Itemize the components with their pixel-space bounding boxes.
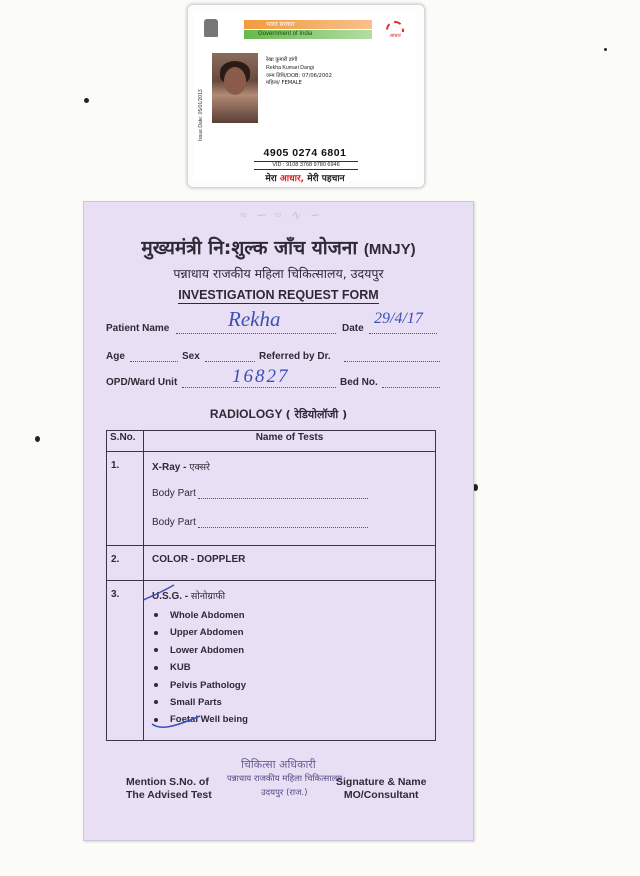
holder-gender: महिला/ FEMALE xyxy=(266,80,302,87)
aadhaar-logo-text: आधार xyxy=(389,33,401,39)
photo-face xyxy=(224,67,246,95)
body-part-field-1 xyxy=(152,488,427,499)
aadhaar-card xyxy=(187,4,425,188)
holder-dob: जन्म तिथि/DOB: 07/06/2002 xyxy=(266,72,332,79)
usg-test: U.S.G. - सोनोग्राफी xyxy=(152,591,226,602)
list-item xyxy=(154,645,427,662)
faint-handwriting-mark: ≈ ∽ ≈ ∿ ∽ xyxy=(240,208,323,222)
list-item xyxy=(154,627,427,644)
usg-item-label: Lower Abdomen xyxy=(170,644,245,656)
xray-test: X-Ray - एक्सरे xyxy=(152,462,210,473)
national-emblem-icon xyxy=(204,19,218,37)
usg-tick-mark xyxy=(140,583,183,605)
usg-hindi: सोनोग्राफी xyxy=(190,591,226,602)
list-item xyxy=(154,610,427,627)
english-government-label: Government of India xyxy=(244,30,372,39)
holder-name-hindi: रेखा कुमारी डांगी xyxy=(266,57,298,63)
section-radiology-hindi: ( रेडियोलॉजी ) xyxy=(285,408,348,421)
stamp-line-3: उदयपुर (राज.) xyxy=(261,788,308,798)
opd-ward-value: 16827 xyxy=(232,366,290,387)
date-line xyxy=(369,333,437,334)
doppler-test: COLOR - DOPPLER xyxy=(144,546,436,581)
usg-options xyxy=(154,610,427,732)
xray-hindi: एक्सरे xyxy=(189,462,210,473)
body-part-line-1 xyxy=(198,490,368,499)
list-item xyxy=(154,680,427,697)
bullet-icon xyxy=(154,648,158,652)
usg-cell xyxy=(144,581,436,741)
bullet-icon xyxy=(154,666,158,670)
body-part-label-2: Body Part xyxy=(152,517,196,528)
form-title-text: INVESTIGATION REQUEST FORM xyxy=(178,288,379,302)
sex-line xyxy=(205,361,255,362)
patient-name-line xyxy=(176,333,336,334)
footer-left-line-2: The Advised Test xyxy=(126,789,212,801)
stamp-line-1: चिकित्सा अधिकारी xyxy=(241,758,316,771)
list-item xyxy=(154,662,427,679)
date-value: 29/4/17 xyxy=(374,310,423,327)
usg-item-label: Upper Abdomen xyxy=(170,627,244,639)
scheme-title-hindi: मुख्यमंत्री नि:शुल्क जाँच योजना xyxy=(141,237,358,259)
test-name-header: Name of Tests xyxy=(144,431,436,452)
usg-item-label: Small Parts xyxy=(170,696,222,708)
bullet-icon xyxy=(154,700,158,704)
tagline-part-1: मेरा xyxy=(265,174,277,184)
body-part-line-2 xyxy=(198,519,368,528)
footer-instruction xyxy=(126,776,212,802)
footer-left-line-1: Mention S.No. of xyxy=(126,776,209,788)
tests-table xyxy=(106,430,436,741)
form-title xyxy=(84,288,473,302)
referred-by-line xyxy=(344,361,440,362)
patient-name-label: Patient Name xyxy=(106,323,170,334)
hospital-stamp xyxy=(227,743,369,805)
vid-number: VID : 9108 3768 9780 6946 xyxy=(254,161,358,170)
usg-sno: 3. xyxy=(107,581,144,741)
list-item xyxy=(154,714,427,731)
footer-right-line-1: Signature & Name xyxy=(336,776,427,788)
tagline-part-2: आधार, xyxy=(279,174,305,184)
doppler-sno: 2. xyxy=(107,546,144,581)
sno-header: S.No. xyxy=(107,431,144,452)
scan-speck xyxy=(84,98,89,103)
usg-item-label: Whole Abdomen xyxy=(170,610,245,621)
bullet-icon xyxy=(154,631,158,635)
holder-details xyxy=(266,57,332,88)
tagline-part-3: मेरी पहचान xyxy=(307,174,345,184)
xray-cell xyxy=(144,452,436,546)
footer-right-line-2: MO/Consultant xyxy=(343,789,419,801)
scheme-title xyxy=(84,234,473,260)
date-label: Date xyxy=(342,323,364,334)
xray-label: X-Ray xyxy=(152,462,181,473)
section-heading xyxy=(84,407,473,422)
xray-sno: 1. xyxy=(107,452,144,546)
table-row xyxy=(107,546,436,581)
holder-name: Rekha Kumari Dangi xyxy=(266,64,314,71)
age-line xyxy=(130,361,178,362)
bed-no-line xyxy=(382,387,440,388)
usg-label: U.S.G. xyxy=(152,591,183,602)
table-header-row xyxy=(107,431,436,452)
aadhaar-card-face xyxy=(194,11,416,184)
government-band xyxy=(244,20,372,42)
aadhaar-tagline xyxy=(194,171,416,184)
section-radiology: RADIOLOGY xyxy=(209,407,283,421)
aadhaar-sun-icon xyxy=(386,21,404,32)
body-part-field-2 xyxy=(152,517,427,528)
scan-speck xyxy=(604,48,607,51)
usg-item-label: KUB xyxy=(170,662,191,674)
stamp-line-2: पन्नाधाय राजकीय महिला चिकित्सालय xyxy=(227,774,343,784)
sex-label: Sex xyxy=(182,351,200,362)
age-label: Age xyxy=(106,351,125,362)
bed-no-label: Bed No. xyxy=(340,377,378,388)
bullet-icon xyxy=(154,613,158,617)
usg-item-label: Foetal Well being xyxy=(170,714,248,726)
referred-by-label: Referred by Dr. xyxy=(259,351,331,362)
aadhaar-number: 4905 0274 6801 xyxy=(263,147,347,159)
aadhaar-logo-icon xyxy=(382,21,408,43)
scheme-abbreviation: (MNJY) xyxy=(363,241,416,258)
issue-date: Issue Date: 05/01/2013 xyxy=(198,89,204,141)
bullet-icon xyxy=(154,683,158,687)
table-row xyxy=(107,581,436,741)
patient-name-value: Rekha xyxy=(228,307,281,331)
body-part-label-1: Body Part xyxy=(152,488,196,499)
investigation-request-form xyxy=(83,201,474,841)
holder-photo xyxy=(212,53,258,123)
table-row xyxy=(107,452,436,546)
foetal-tick-mark xyxy=(150,712,210,732)
usg-item-label: Pelvis Pathology xyxy=(170,679,247,691)
hospital-name: पन्नाधाय राजकीय महिला चिकित्सालय, उदयपुर xyxy=(173,266,384,281)
opd-ward-label: OPD/Ward Unit xyxy=(106,377,178,388)
hindi-government-label: भारत सरकार xyxy=(244,20,372,29)
scan-speck xyxy=(35,436,40,442)
